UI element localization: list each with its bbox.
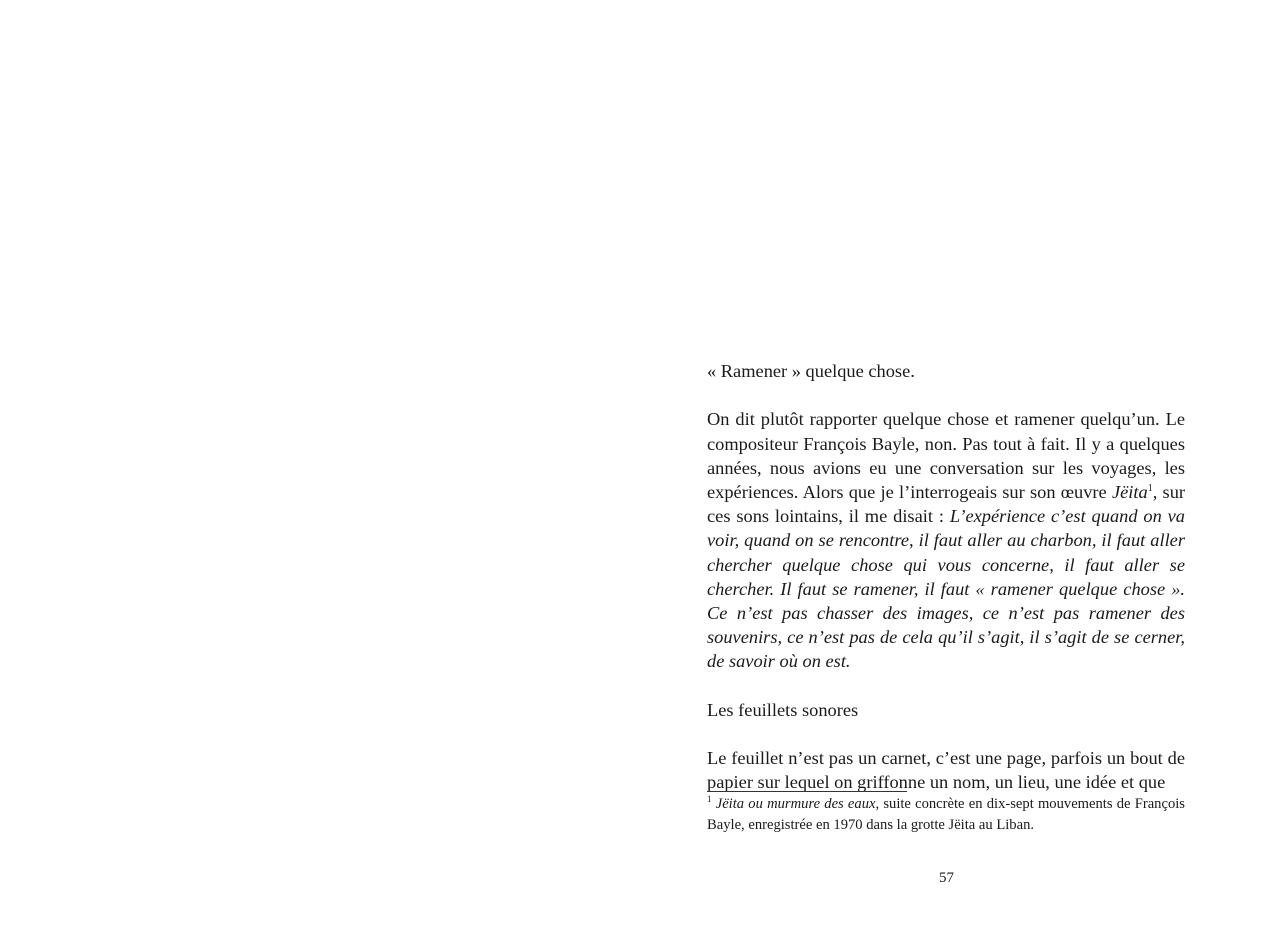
footnote-number: 1 (707, 794, 712, 805)
footnote (707, 794, 1185, 836)
footnote-text: , suite concrète en dix-sept mouvements de François Bayle, enregistrée en 1970 dans la grotte Jëita au Liban. (707, 796, 1185, 833)
paragraph-intro: On dit plutôt rapporter quelque chose et ramener quelqu’un. Le compositeur François Bayle, non. Pas tout à fait. Il y a quelques années, nous avions eu une conversation sur les voyages, les expériences. Alors que je l’interrogeais sur son œuvre (707, 409, 1185, 502)
work-title: Jëita (1111, 482, 1148, 502)
section-title: Les feuillets sonores (707, 699, 859, 720)
paragraph-bayle (707, 407, 1185, 673)
right-page (639, 0, 1278, 949)
footnote-reference[interactable]: 1 (1147, 482, 1153, 494)
paragraph-feuillet: Le feuillet n’est pas un carnet, c’est une page, parfois un bout de papier sur lequel on griffonne un nom, un lieu, une idée et que (707, 748, 1185, 793)
footnote-work-title: Jëita ou murmure des eaux (715, 796, 876, 812)
body-text (707, 359, 1185, 795)
heading-line: « Ramener » quelque chose. (707, 361, 915, 381)
page-number: 57 (939, 870, 954, 886)
footnote-divider (707, 791, 907, 792)
bayle-quote: L’expérience c’est quand on va voir, quand on se rencontre, il faut aller au charbon, il faut aller chercher quelque chose qui vous concerne, il faut aller se chercher. Il faut se ramener, il faut « ramener quelque chose ». Ce n’est pas chasser des images, ce n’est pas ramener des souvenirs, ce n’est pas de cela qu’il s’agit, il s’agit de se cerner, de savoir où on est. (707, 506, 1186, 672)
paragraph-middle: , sur ces sons lointains, il me disait : (707, 482, 1186, 527)
